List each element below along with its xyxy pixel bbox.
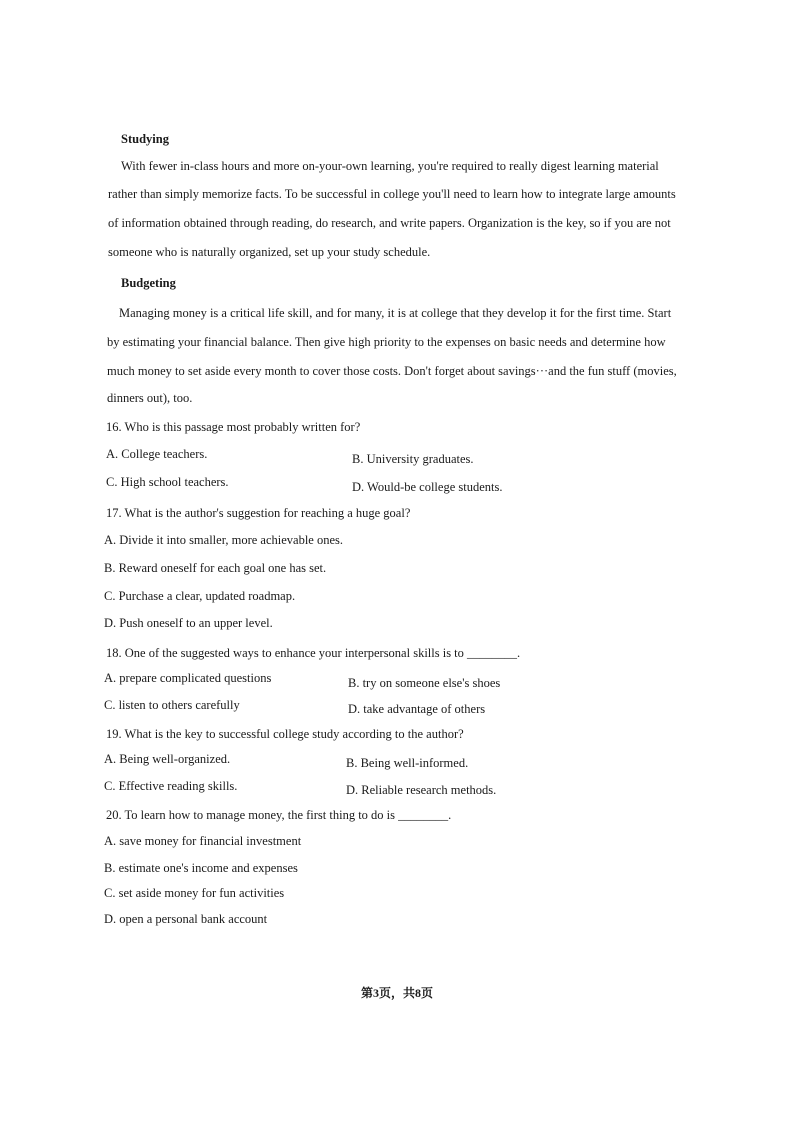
answer-option: A. College teachers.: [106, 447, 208, 461]
paragraph-line: Managing money is a critical life skill, and for many, it is at college that they develop it for the first time. Start: [119, 306, 672, 320]
answer-option: B. Being well-informed.: [346, 756, 469, 770]
answer-option: A. Being well-organized.: [104, 752, 231, 766]
answer-option: C. set aside money for fun activities: [104, 886, 285, 900]
paragraph-line: of information obtained through reading, do research, and write papers. Organization is the key, so if you are not: [108, 216, 671, 230]
answer-option: D. open a personal bank account: [104, 912, 268, 926]
answer-option: B. University graduates.: [352, 452, 474, 466]
answer-option: A. prepare complicated questions: [104, 671, 272, 685]
answer-option: B. Reward oneself for each goal one has set.: [104, 561, 327, 575]
answer-option: D. Reliable research methods.: [346, 783, 497, 797]
paragraph-line: dinners out), too.: [107, 391, 193, 405]
answer-option: C. Effective reading skills.: [104, 779, 238, 793]
paragraph-line: someone who is naturally organized, set up your study schedule.: [108, 245, 431, 259]
paragraph-line: rather than simply memorize facts. To be successful in college you'll need to learn how to integrate large amounts: [108, 187, 676, 201]
answer-option: C. listen to others carefully: [104, 698, 240, 712]
question-stem: 17. What is the author's suggestion for reaching a huge goal?: [106, 506, 411, 520]
question-stem: 16. Who is this passage most probably written for?: [106, 420, 361, 434]
question-stem: 18. One of the suggested ways to enhance your interpersonal skills is to ________.: [106, 646, 521, 660]
question-stem: 19. What is the key to successful college study according to the author?: [106, 727, 464, 741]
paragraph-line: With fewer in-class hours and more on-your-own learning, you're required to really digest learning material: [121, 159, 659, 173]
section-heading-studying: Studying: [121, 132, 169, 146]
answer-option: C. Purchase a clear, updated roadmap.: [104, 589, 296, 603]
answer-option: B. estimate one's income and expenses: [104, 861, 298, 875]
section-heading-budgeting: Budgeting: [121, 276, 176, 290]
answer-option: D. take advantage of others: [348, 702, 486, 716]
answer-option: A. Divide it into smaller, more achievable ones.: [104, 533, 344, 547]
question-stem: 20. To learn how to manage money, the first thing to do is ________.: [106, 808, 452, 822]
answer-option: D. Push oneself to an upper level.: [104, 616, 273, 630]
answer-option: A. save money for financial investment: [104, 834, 302, 848]
answer-option: C. High school teachers.: [106, 475, 229, 489]
paragraph-line: much money to set aside every month to cover those costs. Don't forget about savings···and the fun stuff (movies,: [107, 364, 677, 378]
paragraph-line: by estimating your financial balance. Then give high priority to the expenses on basic needs and determine how: [107, 335, 666, 349]
answer-option: D. Would-be college students.: [352, 480, 503, 494]
page-number: 第3页，共8页: [360, 986, 433, 1000]
answer-option: B. try on someone else's shoes: [348, 676, 501, 690]
